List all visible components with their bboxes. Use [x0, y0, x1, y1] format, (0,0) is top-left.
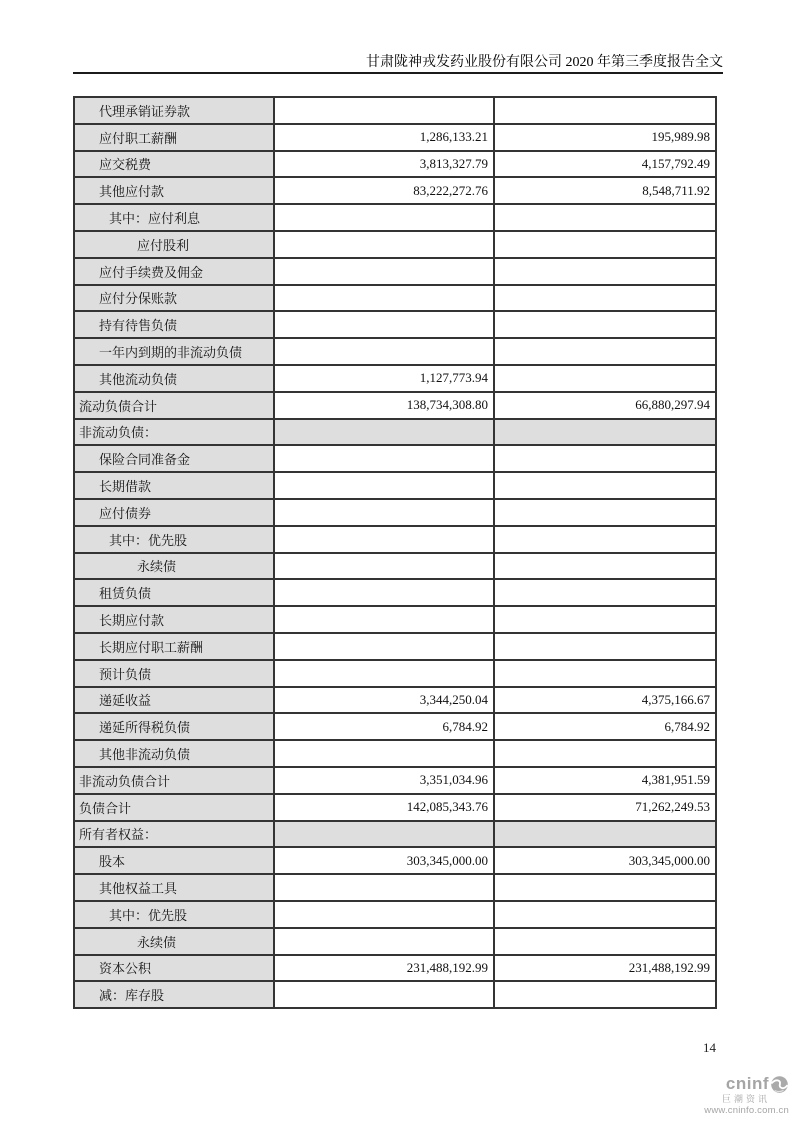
row-value-current	[274, 633, 494, 660]
cninfo-logo-url: www.cninfo.com.cn	[704, 1104, 789, 1116]
row-label: 其中：优先股	[74, 526, 274, 553]
cninfo-logo	[704, 1075, 789, 1116]
row-value-prior	[494, 579, 716, 606]
row-label: 长期应付职工薪酬	[74, 633, 274, 660]
row-value-prior	[494, 821, 716, 848]
row-value-current	[274, 981, 494, 1008]
row-label: 应付分保账款	[74, 285, 274, 312]
table-row	[74, 445, 716, 472]
row-value-prior	[494, 285, 716, 312]
table-row	[74, 124, 716, 151]
row-value-current	[274, 231, 494, 258]
row-value-current: 3,351,034.96	[274, 767, 494, 794]
row-value-current	[274, 285, 494, 312]
row-value-current	[274, 526, 494, 553]
table-row	[74, 365, 716, 392]
row-value-prior: 4,157,792.49	[494, 151, 716, 178]
row-value-current	[274, 97, 494, 124]
row-label: 永续债	[74, 928, 274, 955]
row-value-current: 142,085,343.76	[274, 794, 494, 821]
row-label: 股本	[74, 847, 274, 874]
table-row	[74, 285, 716, 312]
row-value-current	[274, 445, 494, 472]
row-value-current	[274, 204, 494, 231]
section-row	[74, 821, 716, 848]
table-row	[74, 177, 716, 204]
table-row	[74, 526, 716, 553]
row-value-current: 6,784.92	[274, 713, 494, 740]
row-value-current	[274, 928, 494, 955]
table-row	[74, 338, 716, 365]
row-label: 其他流动负债	[74, 365, 274, 392]
table-row	[74, 687, 716, 714]
row-value-current	[274, 472, 494, 499]
header-rule	[73, 72, 723, 74]
table-row	[74, 767, 716, 794]
row-value-prior	[494, 97, 716, 124]
row-value-current	[274, 499, 494, 526]
table-row	[74, 847, 716, 874]
row-value-prior: 303,345,000.00	[494, 847, 716, 874]
row-value-prior	[494, 526, 716, 553]
balance-sheet-table	[73, 96, 717, 1009]
row-value-current	[274, 311, 494, 338]
row-value-prior	[494, 606, 716, 633]
table-row	[74, 794, 716, 821]
table-row	[74, 633, 716, 660]
row-label: 递延收益	[74, 687, 274, 714]
row-label: 减：库存股	[74, 981, 274, 1008]
row-value-prior	[494, 633, 716, 660]
row-value-current: 3,813,327.79	[274, 151, 494, 178]
row-value-prior	[494, 553, 716, 580]
row-label: 资本公积	[74, 955, 274, 982]
section-row	[74, 419, 716, 446]
row-label: 应付职工薪酬	[74, 124, 274, 151]
row-value-prior	[494, 258, 716, 285]
row-value-prior: 231,488,192.99	[494, 955, 716, 982]
row-value-prior	[494, 311, 716, 338]
table-row	[74, 311, 716, 338]
row-value-current	[274, 258, 494, 285]
row-value-current: 3,344,250.04	[274, 687, 494, 714]
table-row	[74, 874, 716, 901]
row-value-current: 83,222,272.76	[274, 177, 494, 204]
row-label: 非流动负债合计	[74, 767, 274, 794]
row-label: 长期借款	[74, 472, 274, 499]
table-row	[74, 981, 716, 1008]
row-label: 所有者权益：	[74, 821, 274, 848]
row-label: 流动负债合计	[74, 392, 274, 419]
table-row	[74, 740, 716, 767]
page-number: 14	[703, 1040, 716, 1055]
row-value-current	[274, 606, 494, 633]
row-value-current	[274, 660, 494, 687]
row-value-current: 303,345,000.00	[274, 847, 494, 874]
table-row	[74, 204, 716, 231]
row-label: 持有待售负债	[74, 311, 274, 338]
row-value-current	[274, 821, 494, 848]
table-row	[74, 258, 716, 285]
row-value-prior	[494, 874, 716, 901]
table-row	[74, 928, 716, 955]
table-row	[74, 955, 716, 982]
row-label: 保险合同准备金	[74, 445, 274, 472]
row-value-current	[274, 901, 494, 928]
row-label: 预计负债	[74, 660, 274, 687]
header-title: 甘肃陇神戎发药业股份有限公司 2020 年第三季度报告全文	[366, 55, 723, 70]
row-value-prior	[494, 499, 716, 526]
row-value-current	[274, 874, 494, 901]
row-value-current	[274, 579, 494, 606]
table-row	[74, 579, 716, 606]
balance-sheet-body	[74, 97, 716, 1008]
table-row	[74, 606, 716, 633]
row-label: 其他非流动负债	[74, 740, 274, 767]
row-value-prior	[494, 901, 716, 928]
row-label: 其他权益工具	[74, 874, 274, 901]
row-value-current	[274, 419, 494, 446]
row-value-prior: 66,880,297.94	[494, 392, 716, 419]
row-value-prior: 71,262,249.53	[494, 794, 716, 821]
row-label: 应付手续费及佣金	[74, 258, 274, 285]
row-value-prior: 4,375,166.67	[494, 687, 716, 714]
row-value-current: 1,286,133.21	[274, 124, 494, 151]
row-label: 租赁负债	[74, 579, 274, 606]
table-row	[74, 553, 716, 580]
row-value-prior	[494, 419, 716, 446]
row-label: 代理承销证券款	[74, 97, 274, 124]
table-row	[74, 472, 716, 499]
row-value-prior	[494, 231, 716, 258]
cninfo-swirl-icon	[770, 1075, 789, 1094]
table-row	[74, 151, 716, 178]
table-row	[74, 392, 716, 419]
row-value-prior: 195,989.98	[494, 124, 716, 151]
row-value-prior	[494, 981, 716, 1008]
row-value-current	[274, 553, 494, 580]
cninfo-logo-row	[704, 1075, 789, 1094]
row-label: 其中：优先股	[74, 901, 274, 928]
row-value-prior	[494, 204, 716, 231]
row-label: 应付债券	[74, 499, 274, 526]
row-label: 非流动负债：	[74, 419, 274, 446]
row-label: 递延所得税负债	[74, 713, 274, 740]
row-value-current: 1,127,773.94	[274, 365, 494, 392]
row-value-current	[274, 740, 494, 767]
table-row	[74, 713, 716, 740]
row-value-prior	[494, 740, 716, 767]
row-value-current: 231,488,192.99	[274, 955, 494, 982]
row-value-prior: 6,784.92	[494, 713, 716, 740]
row-value-prior	[494, 660, 716, 687]
row-label: 负债合计	[74, 794, 274, 821]
cninfo-logo-caption: 巨潮资讯	[721, 1094, 770, 1104]
row-value-prior	[494, 445, 716, 472]
table-row	[74, 97, 716, 124]
row-value-prior: 8,548,711.92	[494, 177, 716, 204]
row-value-prior	[494, 338, 716, 365]
table-row	[74, 231, 716, 258]
row-value-prior	[494, 928, 716, 955]
table-row	[74, 660, 716, 687]
table-row	[74, 499, 716, 526]
row-value-prior: 4,381,951.59	[494, 767, 716, 794]
row-label: 其他应付款	[74, 177, 274, 204]
table-row	[74, 901, 716, 928]
row-value-current	[274, 338, 494, 365]
row-label: 永续债	[74, 553, 274, 580]
cninfo-logo-brand: cninf	[725, 1074, 769, 1094]
row-value-prior	[494, 472, 716, 499]
row-label: 长期应付款	[74, 606, 274, 633]
row-label: 应付股利	[74, 231, 274, 258]
row-label: 应交税费	[74, 151, 274, 178]
row-label: 一年内到期的非流动负债	[74, 338, 274, 365]
row-value-prior	[494, 365, 716, 392]
row-label: 其中：应付利息	[74, 204, 274, 231]
row-value-current: 138,734,308.80	[274, 392, 494, 419]
